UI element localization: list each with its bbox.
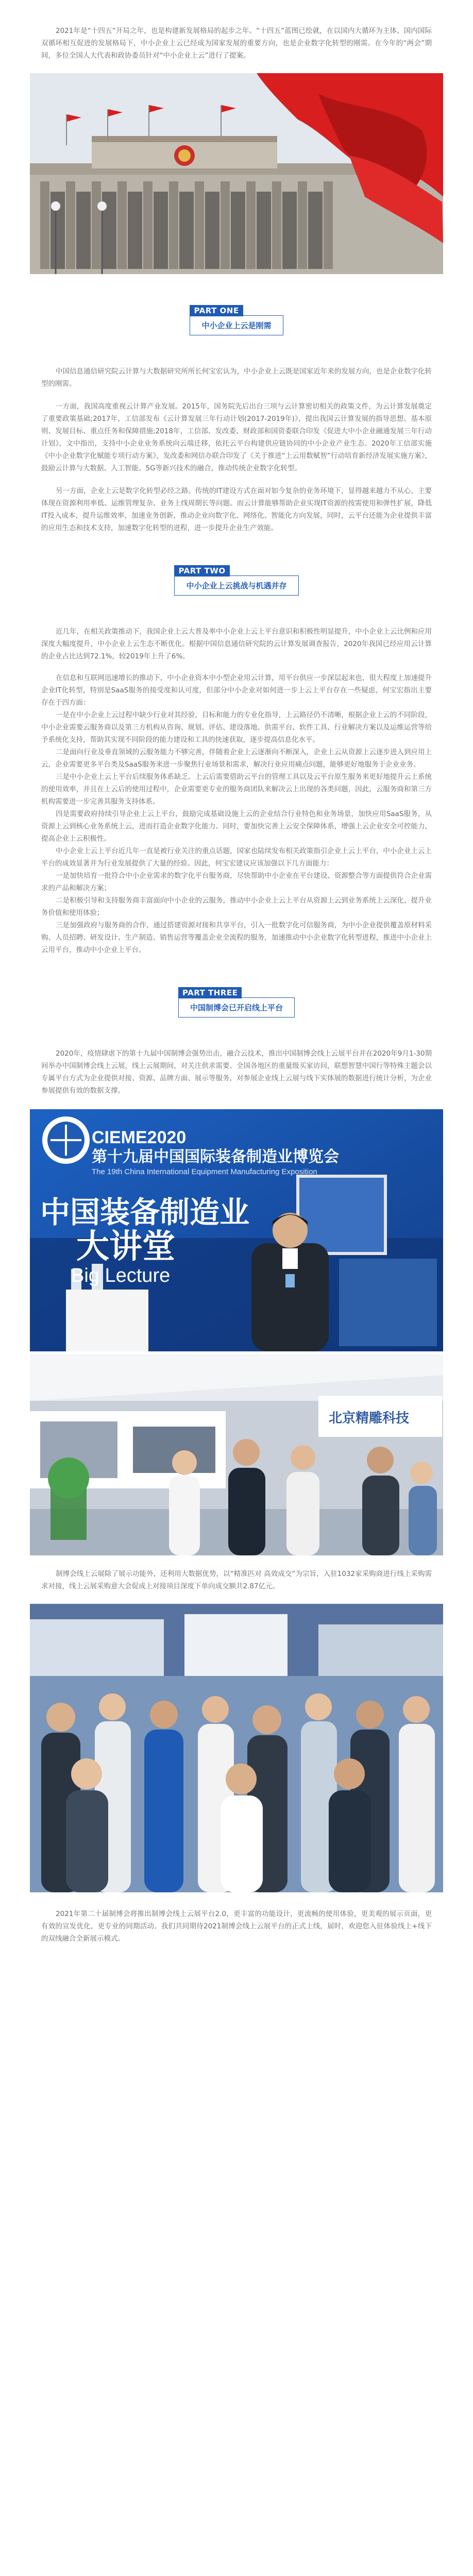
section2-paragraph: 四是需要政府持续引导企业上云上平台，鼓励完成基础设施上云的企业结合行业特色和业务场景，加快应用SaaS服务，从资源上云到核心业务系统上云，进而打造企业数字化能力。同时，要加快完善上云安全保障体系，增强上云企业安全可控能力，提高企业上云积极性。 — [41, 810, 432, 843]
section2-paragraph: 三是中小企业上云上平台后续服务体系缺乏。上云后需要借助云平台的管理工具以及云平台原生服务来更好地提升云上系统的使用效率，并且在上云后的使用过程中，企业需要更专业的服务商团队来解决云上出现的各类问题，因此，云服务商和第三方机构需要进一步完善其服务支持体系。 — [41, 773, 432, 806]
expo-brand: CIEME2020 — [92, 1128, 187, 1147]
crowd-illustration — [30, 1604, 443, 1892]
section1-title: 中小企业上云是刚需 — [190, 315, 283, 335]
section2-paragraph: 二是面向行业及垂直领域的云服务能力不够完善，伴随着企业上云逐渐向不断深入，企业上云从资源上云逐步进入到应用上云，企业需要更多平台类及SaaS服务来进一步聚焦行业场景和需求，解决行业应用痛点问题，能够更好地服务于企业业务。 — [41, 748, 432, 769]
section1-badge — [190, 305, 283, 335]
section1-paragraph: 另一方面，企业上云是数字化转型必经之路。传统的IT建设方式在面对如今复杂的业务环境下，显得越来越力不从心，主要体现在资源利用率低、运维管理复杂、业务上线周期长等问题。而云计算能够帮助企业实现IT资源的按需使用和弹性扩展，降低IT投入成本，提升运维效率，加速业务创新，推动企业向数字化、网络化、智能化方向发展，同时，云平台还能为企业提供丰富的应用生态和技术支持，加速数字化转型的进程，进一步提升企业生产效能。 — [41, 487, 432, 532]
lecture-illustration — [30, 1109, 443, 1351]
expo-subtitle: The 19th China International Equipment Manufacturing Exposition — [92, 1167, 317, 1176]
section1-paragraph: 一方面，我国高度重视云计算产业发展。2015年，国务院先后出台三项与云计算密切相关的政策文件，为云计算发展奠定了重要政策基础;2017年，工信部发布《云计算发展三年行动计划(2017-2019年)》，提出我国云计算发展的指导思想、基本原则、发展目标、重点任务和保障措施;2018年，工信部、发改委、财政部和国资委联合印发《促进大中小企业融通发展三年行动计划》，文中指出，支持中小企业业务系统向云端迁移，依托云平台构建供应链协同的中小企业产业生态。2020年工信部实施《中小企业数字化赋能专项行动方案》，发改委和网信办联合印发了《关于推进“上云用数赋智”行动培育新经济发展实施方案》，鼓励云计算与大数据、人工智能、5G等新兴技术的融合，推动传统企业数字化转型。 — [41, 402, 432, 472]
great-hall-illustration — [30, 73, 443, 274]
section1-paragraph: 中国信息通信研究院云计算与大数据研究所所长何宝宏认为，中小企业上云既是国家近年来的发展方向，也是企业数字化转型的刚需。 — [41, 367, 432, 388]
section2-paragraph: 近几年，在相关政策推动下，我国企业上云大普及率中小企业上云上平台意识和积极性明显提升，中小企业上云比例和应用深度大幅度提升，中小企业上云生态不断优化。根据中国信息通信研究院的云计算发展调查报告，2020年我国已经应用云计算的企业占比达到72.1%，较2019年上升了6%。 — [41, 628, 432, 660]
section1-part-label: PART ONE — [190, 305, 243, 316]
section3-part-label: PART THREE — [178, 987, 242, 998]
section2-part-label: PART TWO — [174, 565, 229, 577]
section3-badge — [178, 987, 295, 1018]
section3-title: 中国制博会已开启线上平台 — [178, 997, 295, 1018]
lecture-subtitle: Big Lecture — [71, 1265, 171, 1286]
closing-paragraph: 2021年第二十届制博会将推出制博会线上云展平台2.0，更丰富的功能设计，更流畅的使用体验，更美观的展示页面，更有效的宣发优化，更专业的同期活动。我们共同期待2021制博会线上云展平台的正式上线，届时，欢迎您入驻体验线上+线下的双线融合全新展示模式。 — [41, 1910, 432, 1943]
booth-sign: 北京精雕科技 — [329, 1411, 410, 1426]
section3-after-photo-paragraph: 制博会线上云展除了展示功能外，还利用大数据优势，以“精准匹对 高效成交”为宗旨，入驻1032家采购商进行线上采购需求对接，线上云展采购意大会促成上对接项目深度下单向成交额共2.87亿元。 — [41, 1570, 432, 1590]
lecture-title: 中国装备制造业 — [40, 1195, 250, 1230]
expo-crowd-photo — [30, 1604, 443, 1892]
section2-paragraph: 三是加强政府与服务商的合作，通过搭建资源对接和共享平台，引入一批数字化可信服务商，为中小企业提供覆盖原材料采购、人员招聘、研发设计、生产制造、销售运营等覆盖企业全流程的服务，加速推动中小企业数字化转型进程，推进中小企业上云用平台，推动中小企业上平台。 — [41, 921, 432, 954]
great-hall-photo — [30, 73, 443, 274]
intro-paragraph: 2021年是“十四五”开局之年，也是构建新发展格局的起步之年。“十四五”蓝图已绘就，在以国内大循环为主体、国内国际双循环相互促进的发展格局下，中小企业上云已经成为国家发展的重要方向，也是企业数字化转型的刚需。在今年的“两会”期间，多位全国人大代表和政协委员针对“中小企业上云”进行了提案。 — [41, 27, 432, 60]
section2-paragraph: 中小企业上云上平台近几年一直是被行业关注的重点话题，国家也陆续发布相关政策指引企业上云上平台，中小企业上云上平台的成效显著并为行业发展提供了大量的经验。因此，何宝宏建议应该加强以下几方面能力： — [41, 847, 432, 868]
booth-illustration — [30, 1354, 443, 1555]
lecture-title-2: 大讲堂 — [76, 1228, 175, 1266]
section2-paragraph: 二是积极引导和支持服务商丰富面向中小企业的云服务，推动中小企业上云上平台从资源上云到业务系统上云深化，提升业务价值和使用体验； — [41, 896, 432, 917]
section2-paragraph: 在信息和互联网迅速增长的推动下，中小企业资本中小型企业用云计算，用平台供应一步深层起来也，很大程度上加速提升企业IT化转型，特别是SaaS服务的接受度和认可度，但部分中小企业对如何进一步上云上平台存在一些疑虑，何宝宏指出主要存在于四方面： — [41, 674, 432, 707]
expo-title: 第十九届中国国际装备制造业博览会 — [92, 1148, 339, 1166]
section2-paragraph: 一是加快培育一批符合中小企业需求的数字化平台服务商，尽快帮助中小企业在平台建设、资源整合等方面提供符合企业需求的产品和解决方案； — [41, 872, 432, 892]
exhibition-booth-photo — [30, 1354, 443, 1555]
section3-paragraph: 2020年，疫情肆虐下的第十九届中国制博会强势出击，融合云技术，推出中国制博会线上云展平台并在2020年9月1-30期间举办中国制博会线上云展，线上云展期间，对关注供求需要、全国各地区的重量级买家访问，联想智慧中国行等特殊主题会以专属平台方式为企业提供对接、资源、品牌方面、展示等服务，对参展企业线上云展与线下实体展的数据进行统计分析，为企业参展提供有效的数据支撑。 — [41, 1049, 432, 1095]
visitor-figure — [169, 1476, 200, 1555]
section2-badge — [174, 565, 298, 596]
expo-lecture-photo — [30, 1109, 443, 1351]
section2-title: 中小企业上云挑战与机遇并存 — [174, 575, 298, 596]
screen-display — [298, 1176, 385, 1253]
section2-paragraph: 一是在中小企业上云过程中缺少行业对其经验，目标和能力的专业化指导，上云路径仍不清晰，根据企业上云的不同阶段，中小企业需要云服务商以及第三方机构从咨询、规划、评估、建设落地、供需平台、软件工具、行业解决方案以及运维运营等给予系统化支持，帮助其实现不同阶段的能力建设和工具的快速获取，逐步提高信息化水平。 — [41, 711, 432, 744]
